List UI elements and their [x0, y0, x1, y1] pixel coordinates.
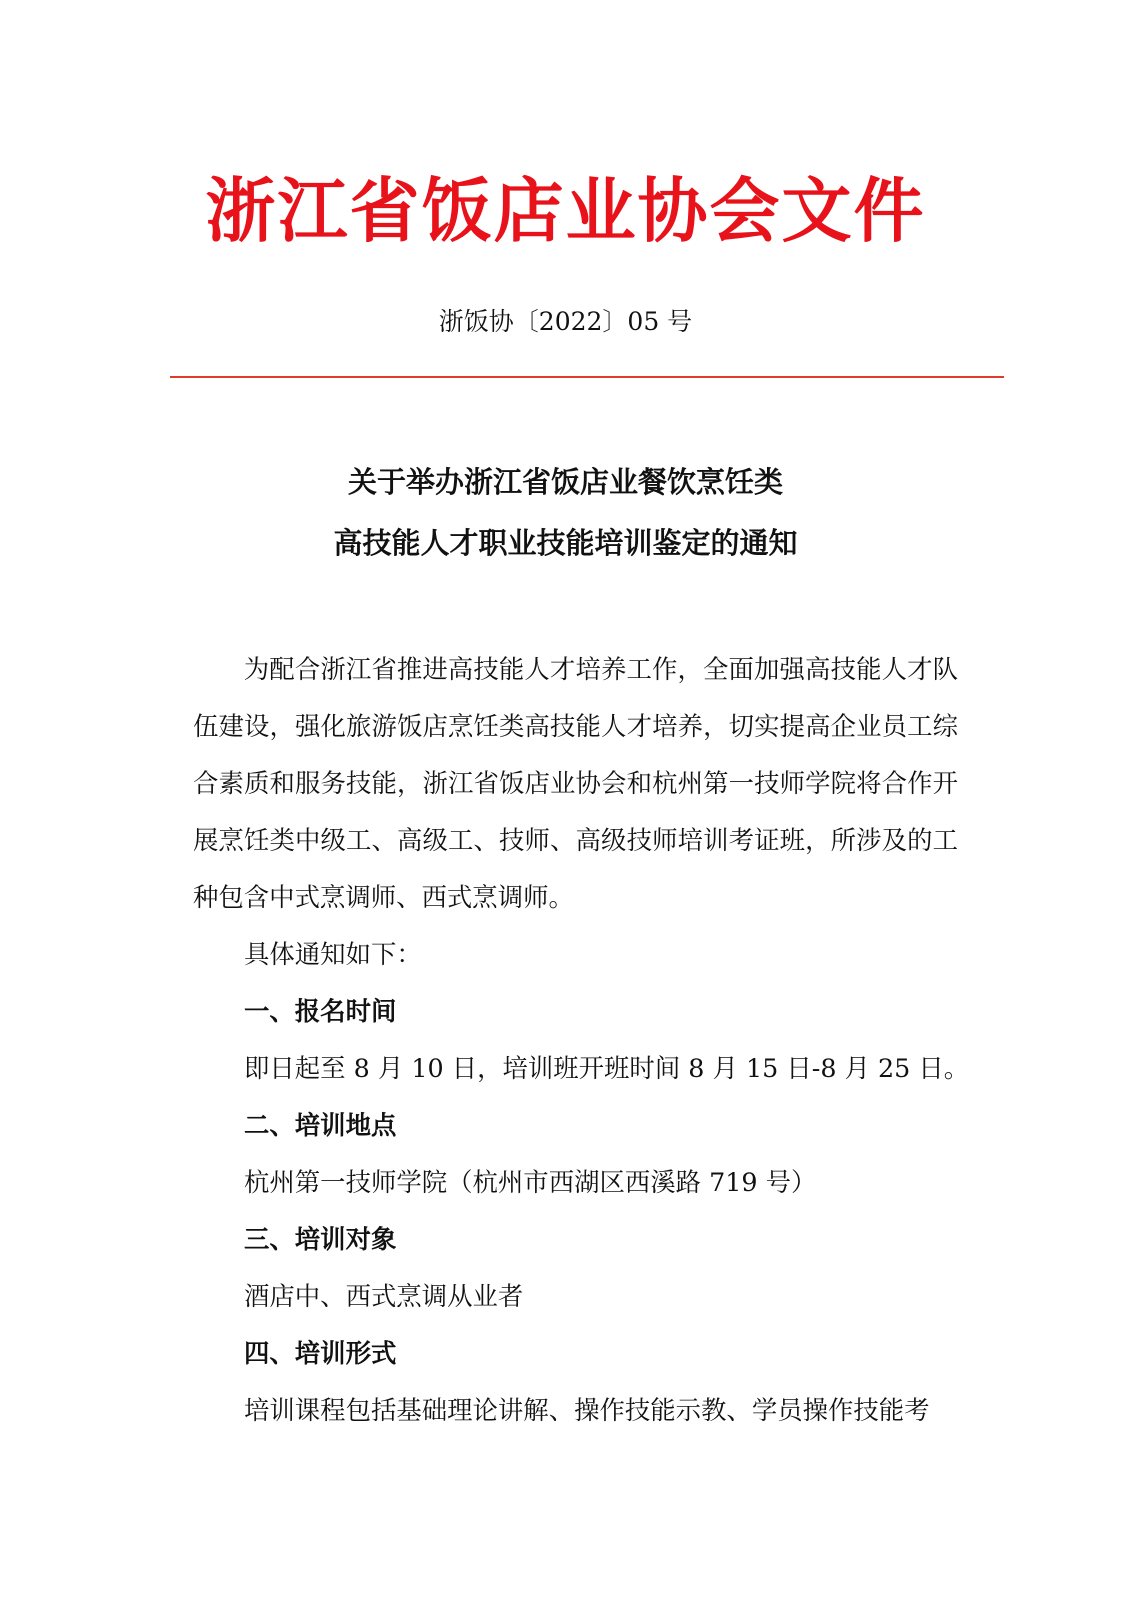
section-text-training-target: 酒店中、西式烹调从业者 — [244, 1281, 524, 1311]
notice-title-line-1: 关于举办浙江省饭店业餐饮烹饪类 — [347, 465, 783, 499]
section-text-training-location: 杭州第一技师学院（杭州市西湖区西溪路 719 号） — [244, 1167, 817, 1197]
intro-paragraph: 为配合浙江省推进高技能人才培养工作，全面加强高技能人才队伍建设，强化旅游饭店烹饪类高技能人才培养，切实提高企业员工综合素质和服务技能，浙江省饭店业协会和杭州第一技师学院将合作开展烹饪类中级工、高级工、技师、高级技师培训考证班，所涉及的工种包含中式烹调师、西式烹调师。 — [193, 654, 958, 912]
section-heading-training-target: 三、培训对象 — [244, 1224, 397, 1254]
notice-body — [193, 641, 970, 1439]
org-letterhead-title: 浙江省饭店业协会文件 — [205, 169, 926, 252]
notice-title-line-2: 高技能人才职业技能培训鉴定的通知 — [333, 526, 798, 560]
section-heading-training-location: 二、培训地点 — [244, 1110, 397, 1140]
document-number: 浙饭协〔2022〕05 号 — [438, 307, 693, 336]
section-text-training-format: 培训课程包括基础理论讲解、操作技能示教、学员操作技能考 — [244, 1395, 930, 1425]
section-text-registration-time: 即日起至 8 月 10 日，培训班开班时间 8 月 15 日-8 月 25 日。 — [244, 1053, 970, 1083]
red-divider-line — [170, 376, 1004, 378]
section-heading-training-format: 四、培训形式 — [244, 1338, 397, 1368]
lead-line: 具体通知如下： — [244, 939, 422, 969]
section-heading-registration-time: 一、报名时间 — [244, 996, 397, 1026]
